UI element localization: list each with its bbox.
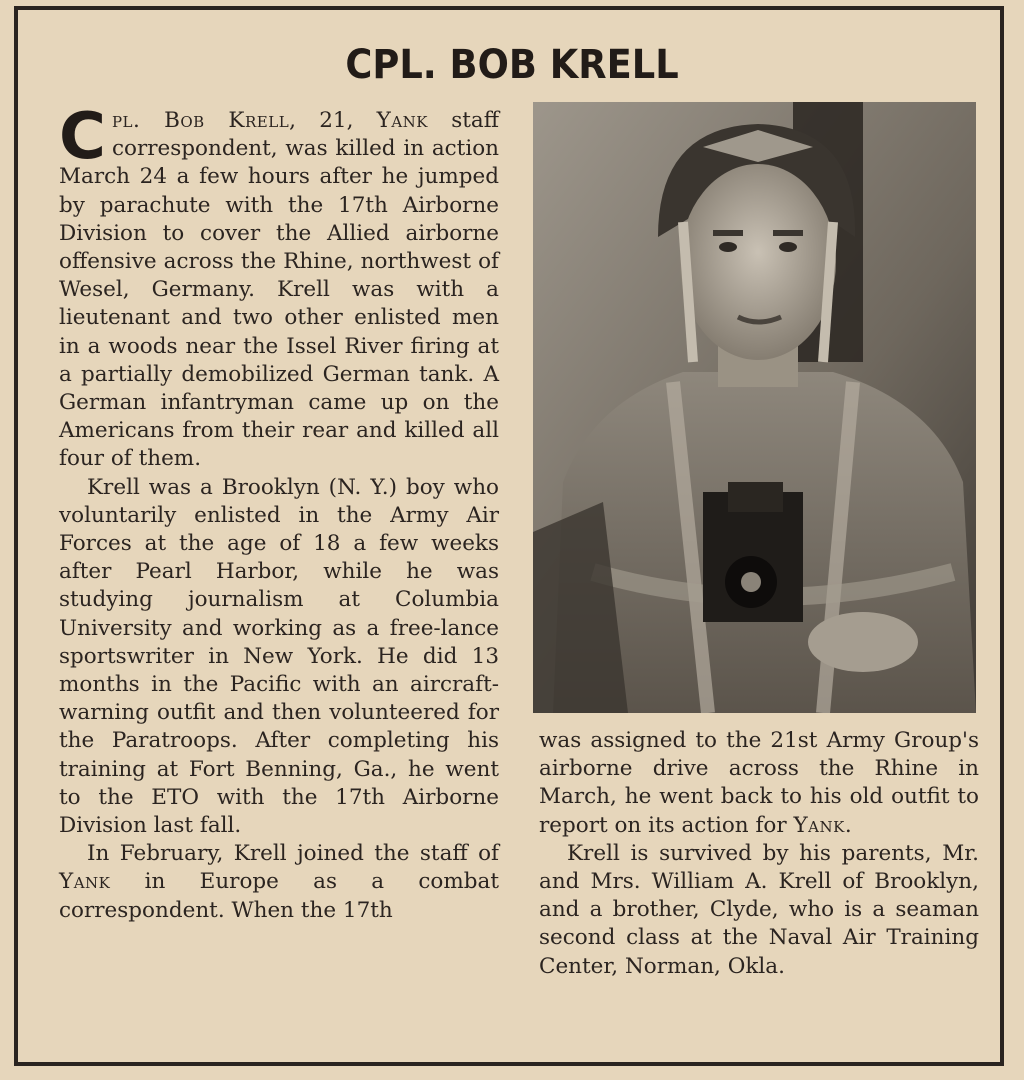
paragraph-3-continued [539,727,979,840]
article-column-left [59,100,499,925]
paragraph-3 [59,840,499,925]
paragraph-3-text-a: In February, Krell joined the staff of [87,841,499,867]
drop-cap: C [59,100,106,174]
paragraph-2: Krell was a Brooklyn (N. Y.) boy who voluntarily enlisted in the Army Air Forces at the age of 18 a few weeks after Pearl Harbor, while he was studying journalism at Columbia University and working as a free-lance sportswriter in New York. He did 13 months in the Pacific with an aircraft-warning outfit and then volunteered for the Paratroops. After completing his training at Fort Benning, Ga., he went to the ETO with the 17th Airborne Division last fall. [59,474,499,839]
portrait-photo [533,102,976,713]
yank-masthead-ref: Yank [793,812,845,838]
article-column-right [539,727,979,981]
paragraph-3-cont-text-a: was assigned to the 21st Army Group's airborne drive across the Rhine in March, he went back to his old outfit to report on its action for [539,728,979,838]
paragraph-3-cont-text-b: . [844,812,852,838]
paratrooper-photo-illustration [533,102,976,713]
yank-masthead-ref: Yank [59,869,111,895]
paragraph-1-text-b: staff correspondent, was killed in action March 24 a few hours after he jumped by parachute with the 17th Airborne Division to cover the Allied airborne offensive across the Rhine, northwest of Wesel, Germany. Krell was with a lieutenant and two other enlisted men in a woods near the Issel River firing at a partially demobilized German tank. A German infantryman came up on the Americans from their rear and killed all four of them. [59,108,499,472]
headline: CPL. BOB KRELL [345,42,679,88]
subject-name: pl. Bob Krell [111,108,290,133]
paragraph-1-text-a: , 21, [289,108,377,133]
paragraph-3-text-b: in Europe as a combat correspondent. When the 17th [59,869,499,923]
paragraph-1 [59,100,499,474]
paragraph-4: Krell is survived by his parents, Mr. and Mrs. William A. Krell of Brooklyn, and a brother, Clyde, who is a seaman second class at the Naval Air Training Center, Norman, Okla. [539,840,979,979]
yank-masthead-ref: Yank [376,108,428,133]
